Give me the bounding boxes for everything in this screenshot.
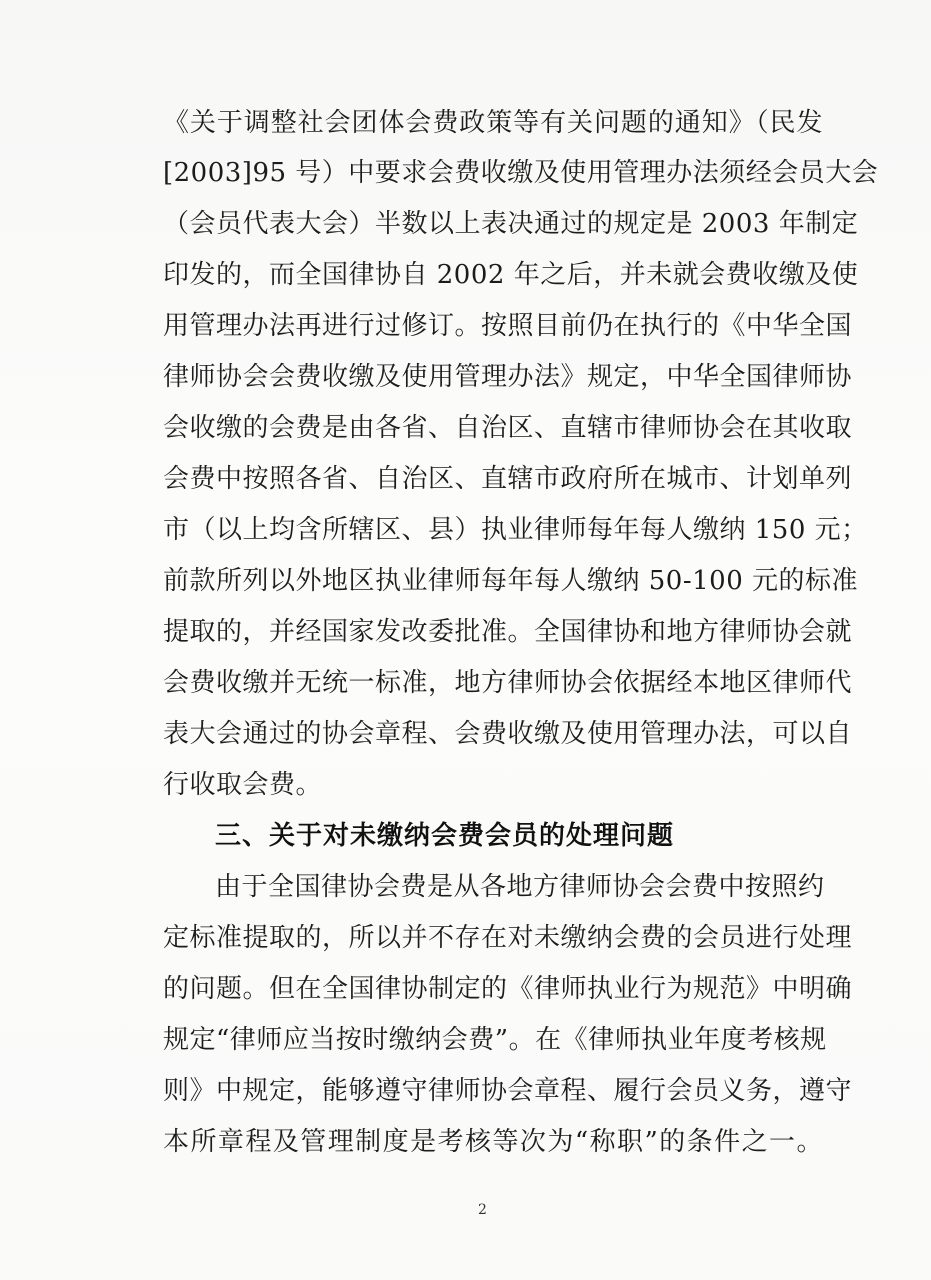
paragraph-line: 会收缴的会费是由各省、自治区、直辖市律师协会在其收取	[163, 413, 853, 443]
paragraph-line: （会员代表大会）半数以上表决通过的规定是 2003 年制定	[163, 209, 859, 239]
paragraph-line: 印发的，而全国律协自 2002 年之后，并未就会费收缴及使	[163, 260, 859, 290]
paragraph-line: 表大会通过的协会章程、会费收缴及使用管理办法，可以自	[163, 719, 853, 749]
paragraph-line: 会费中按照各省、自治区、直辖市政府所在城市、计划单列	[163, 464, 853, 494]
paragraph-line: 《关于调整社会团体会费政策等有关问题的通知》（民发	[163, 108, 823, 138]
paragraph-line: 行收取会费。	[163, 770, 323, 800]
paragraph-line: 本所章程及管理制度是考核等次为“称职”的条件之一。	[163, 1127, 823, 1157]
section-heading: 三、关于对未缴纳会费会员的处理问题	[215, 821, 675, 851]
paragraph-line: 律师协会会费收缴及使用管理办法》规定，中华全国律师协	[163, 362, 853, 392]
paragraph-line: 定标准提取的，所以并不存在对未缴纳会费的会员进行处理	[163, 923, 853, 953]
paragraph-line: [2003]95 号）中要求会费收缴及使用管理办法须经会员大会	[163, 158, 879, 188]
paragraph-line: 前款所列以外地区执业律师每年每人缴纳 50-100 元的标准	[163, 566, 859, 596]
paragraph-line: 市（以上均含所辖区、县）执业律师每年每人缴纳 150 元；	[163, 515, 868, 545]
paragraph-line: 会费收缴并无统一标准，地方律师协会依据经本地区律师代	[163, 668, 853, 698]
paragraph-line: 用管理办法再进行过修订。按照目前仍在执行的《中华全国	[163, 311, 853, 341]
page-number: 2	[478, 1202, 487, 1218]
paragraph-line: 提取的，并经国家发改委批准。全国律协和地方律师协会就	[163, 617, 853, 647]
paragraph-line: 规定“律师应当按时缴纳会费”。在《律师执业年度考核规	[163, 1025, 827, 1055]
paragraph-line: 则》中规定，能够遵守律师协会章程、履行会员义务，遵守	[163, 1076, 853, 1106]
paragraph-line: 的问题。但在全国律协制定的《律师执业行为规范》中明确	[163, 974, 853, 1004]
paragraph-line: 由于全国律协会费是从各地方律师协会会费中按照约	[215, 872, 825, 902]
